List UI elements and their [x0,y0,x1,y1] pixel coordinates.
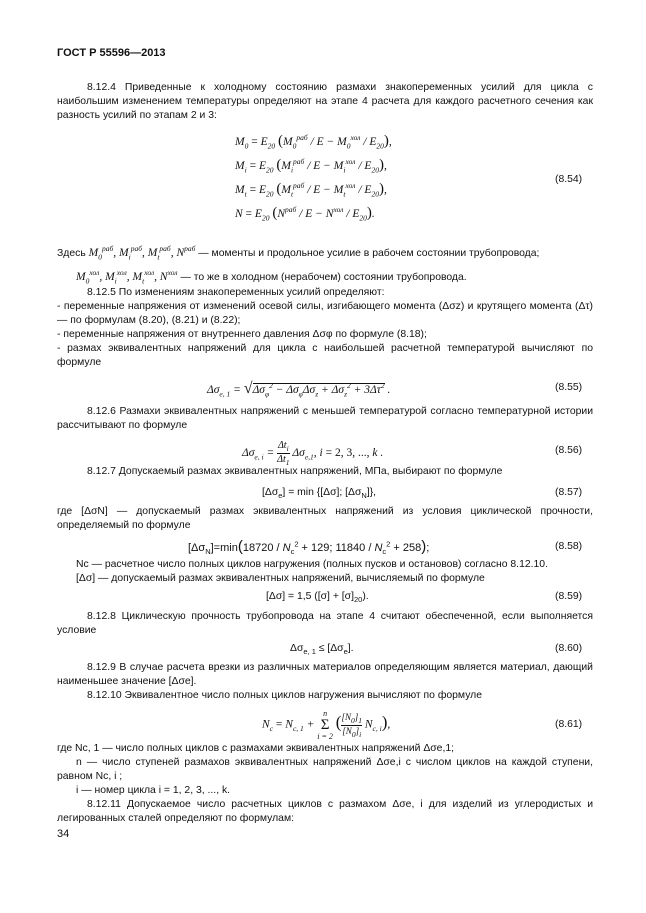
paragraph-8-12-5: 8.12.5 По изменениям знакопеременных усилий определяют: [87,287,385,298]
formula-line: $M_0 = E_{20}$ $(M_0^{раб} / E - M_0^{хол} / E_{20})$, [235,133,392,151]
paragraph-delta-sigma-definition: [Δσ] — допускаемый размах эквивалентных напряжений, вычисляемый по формуле [76,573,485,584]
definition-prefix: Здесь [57,247,86,259]
definition-text: — моменты и продольное усилие в рабочем состоянии трубопровода; [198,247,540,259]
paragraph-8-12-11: 8.12.11 Допускаемое число расчетных циклов с размахом Δσe, i для изделий из углеродистых и легированных сталей определяют по формулам: [57,799,593,825]
paragraph-where-nc1: где Nc, 1 — число полных циклов с размахами эквивалентных напряжений Δσe,1; [57,743,454,754]
definition-vars: $M_0^{раб}$, $M_i^{раб}$, $M_t^{раб}$, $N^{раб}$ [88,244,196,262]
formula-line: $M_t = E_{20}$ $(M_t^{раб} / E - M_t^{хол} / E_{20})$, [235,181,387,199]
paragraph-8-12-4: 8.12.4 Приведенные к холодному состоянию размахи знакопеременных усилий для цикла с наибольшим изменением температуры определяют на этапе 4 расчета для каждого расчетного сечения как разность усилий по этапам 2 и 3: [57,82,593,122]
paragraph-8-12-6: 8.12.6 Размахи эквивалентных напряжений с меньшей температурой согласно температурной истории рассчитывают по формуле [57,406,593,432]
formula-8-60: $\Delta\sigma_{e, 1} \le [\Delta\sigma_e]$. [290,643,354,657]
definition-text: — то же в холодном (нерабочем) состоянии трубопровода. [180,271,467,283]
list-item-8-12-5-c: - размах эквивалентных напряжений для цикла с наибольшей расчетной температурой вычисляют по формуле [57,343,593,369]
paragraph-8-12-8: 8.12.8 Циклическую прочность трубопровода на этапе 4 считают обеспеченной, если выполняется условие [57,611,593,637]
formula-line: $N = E_{20}$ $(N^{раб} / E - N^{хол} / E_{20})$. [235,205,375,223]
formula-8-57: $[\Delta\sigma_e] = \min \{[\Delta\sigma]$; $[\Delta\sigma_N]$}, [262,487,377,501]
equation-number: (8.60) [555,643,583,654]
formula-8-56: $\Delta\sigma_{e, i}$ = $\Delta t_i$ $\Delta t_1$ $\Delta\sigma_{e,1}$, i = 2, 3, ..., k . [242,440,384,467]
paragraph-8-12-9: 8.12.9 В случае расчета врезки из различных материалов определяющим является материал, дающий наименьшее значение [Δσe]. [57,662,593,688]
equation-number: (8.59) [555,591,583,602]
paragraph-i-definition: i — номер цикла i = 1, 2, 3, ..., k. [76,785,231,796]
formula-8-55: $\Delta\sigma_{e, 1} = √\Delta\sigma_\varphi^2 - \Delta\sigma_\varphi\Delta\sigma_z + \Delta\sigma_z^2 + 3\Delta\tau^2$ . [207,380,391,399]
equation-number: (8.56) [555,445,583,456]
paragraph-8-12-10: 8.12.10 Эквивалентное число полных циклов нагружения вычисляют по формуле [87,690,483,701]
definition-vars: $M_0^{хол}$, $M_i^{хол}$, $M_t^{хол}$, $N^{хол}$ [76,268,178,286]
equation-number: (8.55) [555,382,583,393]
definition-line-rab [57,244,539,261]
paragraph-n-definition: n — число ступеней размахов эквивалентных напряжений Δσe,i с числом циклов на каждой ступени, равном Nc, i ; [57,757,593,783]
equation-number: (8.57) [555,487,583,498]
formula-line: $M_i = E_{20}$ $(M_i^{раб} / E - M_i^{хол} / E_{20})$, [235,157,387,175]
paragraph-nc-definition: Nc — расчетное число полных циклов нагружения (полных пусков и остановов) согласно 8.12.10. [76,559,548,570]
list-item-8-12-5-a: - переменные напряжения от изменений осевой силы, изгибающего момента (Δσz) и крутящего момента (Δτ) — по формулам (8.20), (8.21) и (8.22); [57,301,593,327]
paragraph-8-12-7: 8.12.7 Допускаемый размах эквивалентных напряжений, МПа, выбирают по формуле [87,466,503,477]
formula-8-61: $N_c = N_{c, 1}$ + n Σ i = 2 ( $\frac{[N_0]_1}{[N_0]_i}$ $N_{c, i}$), [262,709,391,741]
formula-8-59: [Δσ] = 1,5 $([\sigma] + [\sigma]_{20})$. [266,591,369,605]
definition-line-hol [76,268,467,285]
list-item-8-12-5-b: - переменные напряжения от внутреннего давления Δσφ по формуле (8.18); [57,329,427,340]
equation-number: (8.58) [555,541,583,552]
equation-number: (8.61) [555,719,583,730]
paragraph-where-delta-sigma-n: где [ΔσN] — допускаемый размах эквивалентных напряжений из условия циклической прочности, определяемый по формуле [57,506,593,532]
equation-number: (8.54) [555,174,583,185]
formula-8-58: $[\Delta\sigma_N]=\min(18720 / N_c^2 + 129$; $11840 / N_c^2 + 258$); [188,538,430,557]
page-number: 34 [57,828,70,840]
document-header: ГОСТ Р 55596—2013 [57,47,166,59]
